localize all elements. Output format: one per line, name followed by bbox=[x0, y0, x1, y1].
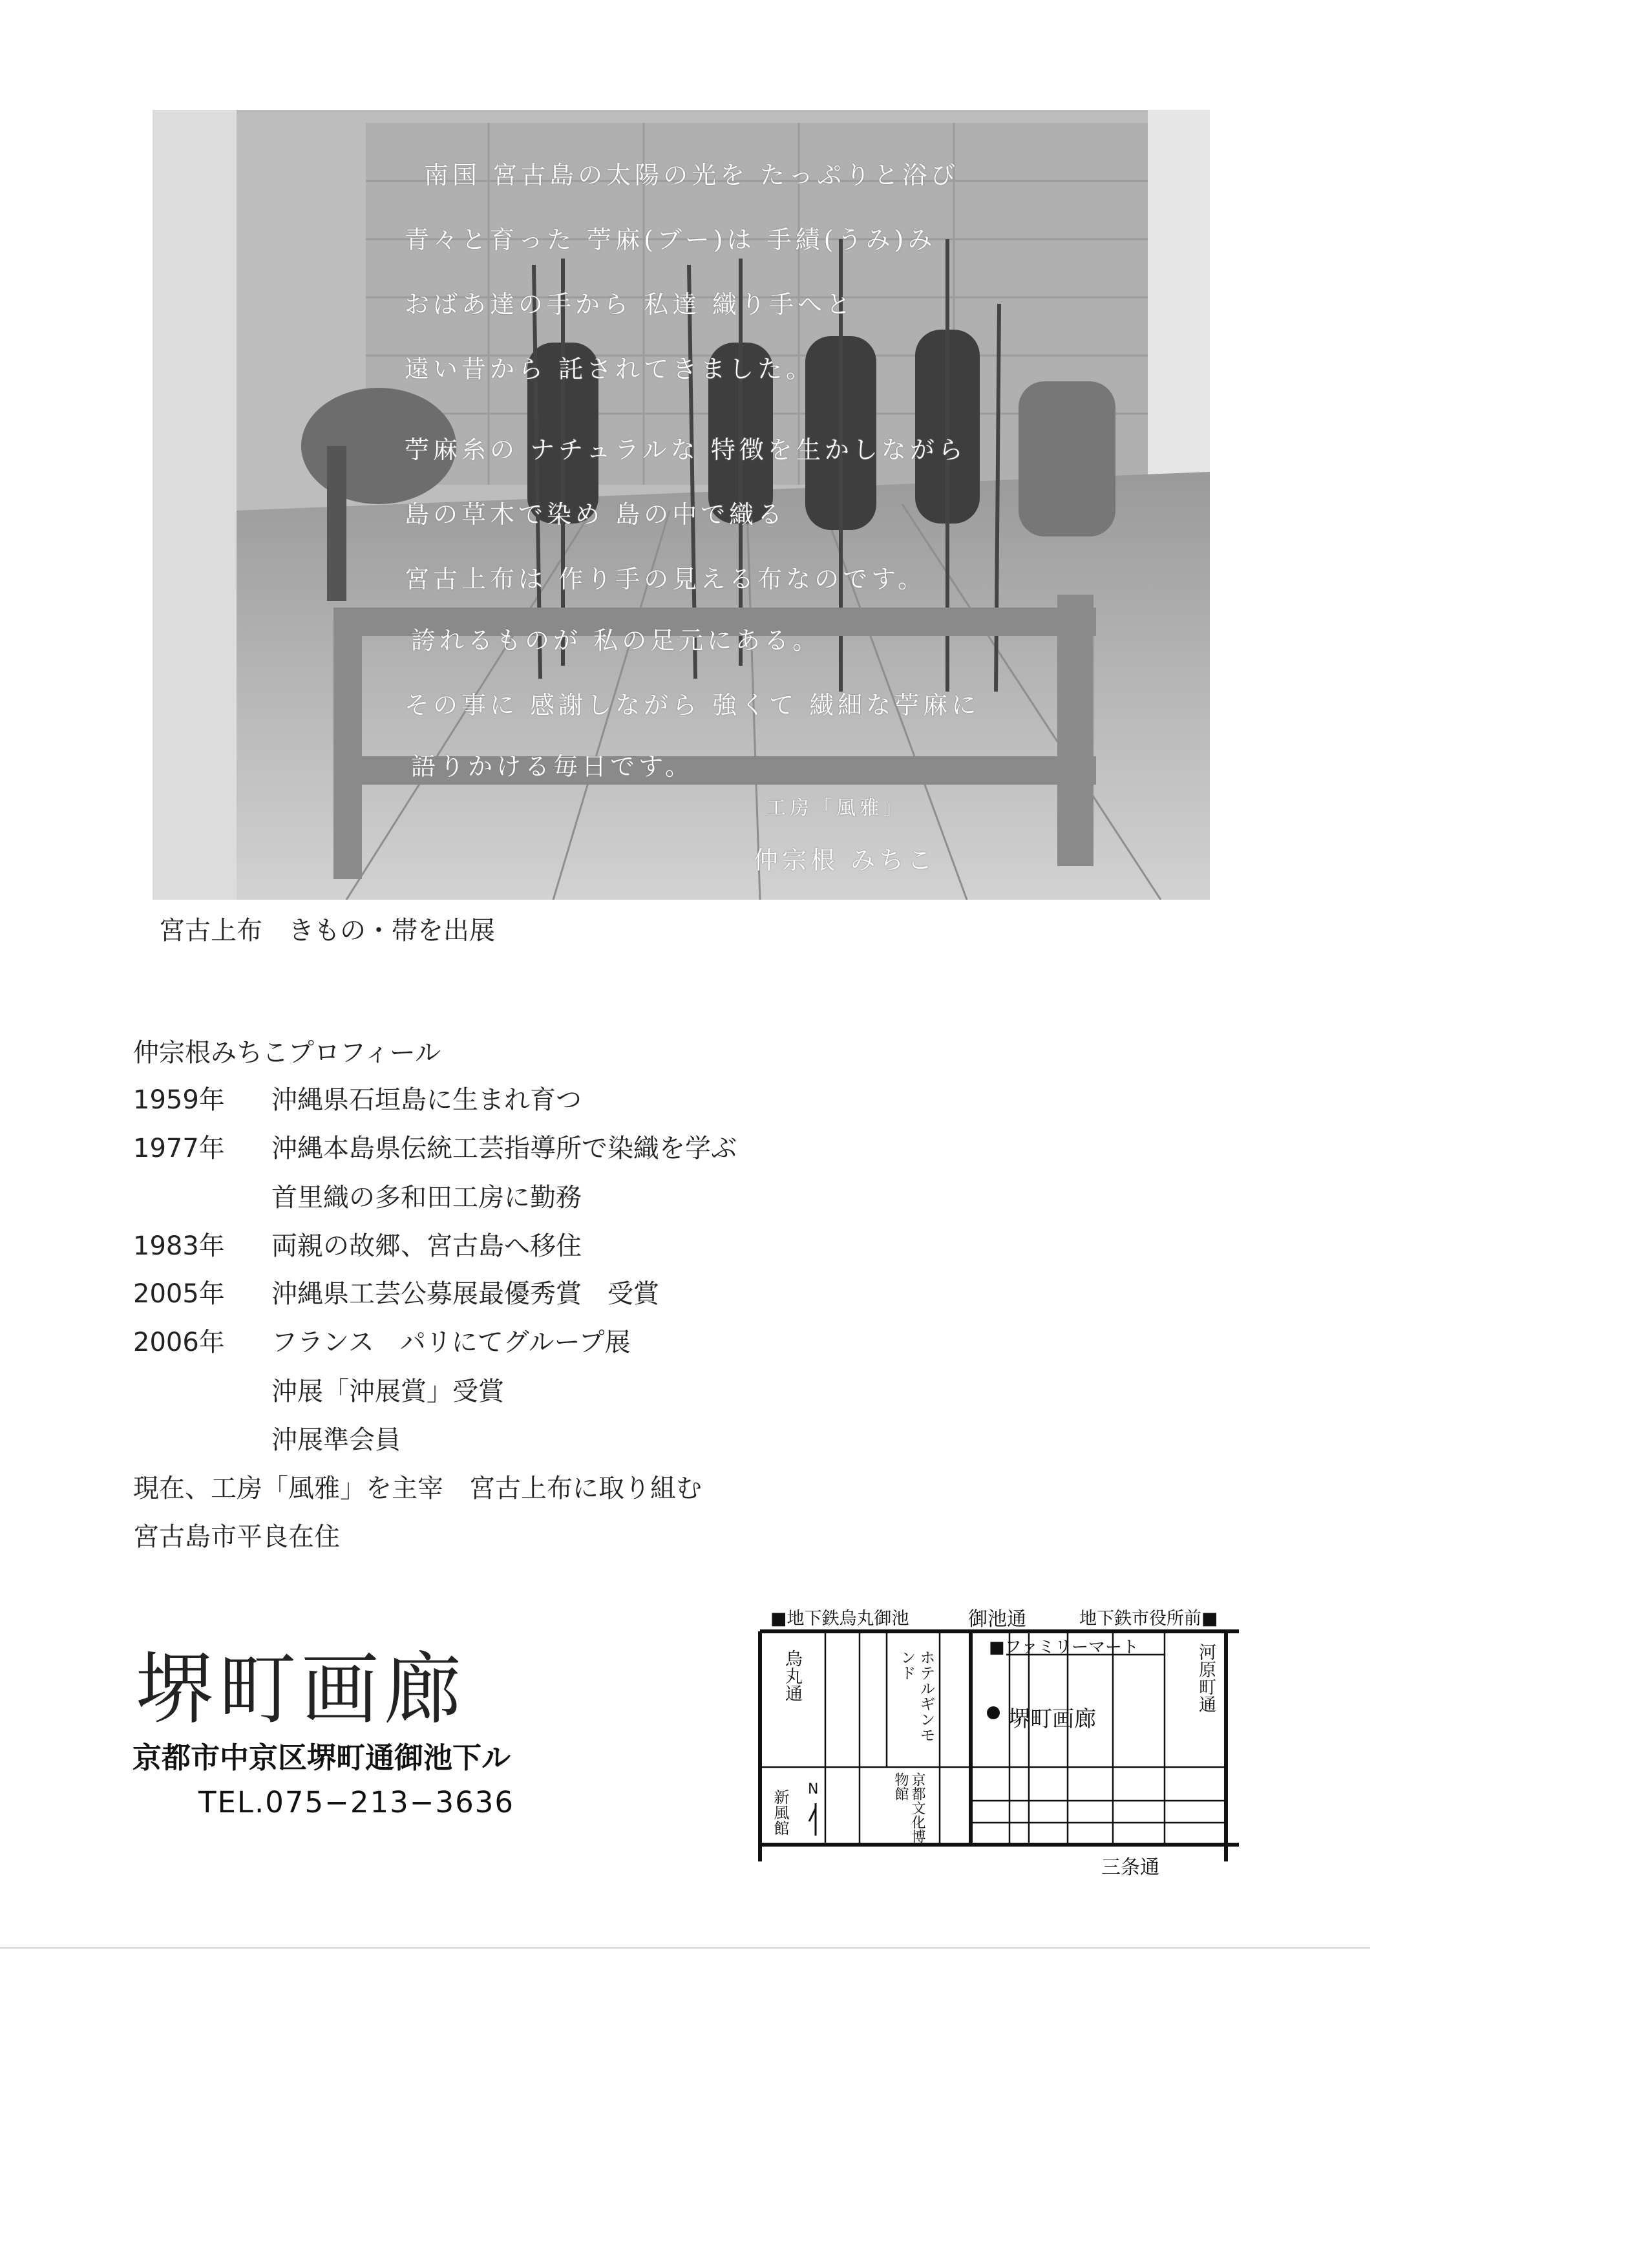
signature-studio: 工房「風雅」 bbox=[766, 797, 906, 820]
profile-year: 2006年 bbox=[133, 1328, 225, 1357]
poem-line: 苧麻糸の ナチュラルな 特徴を生かしながら bbox=[405, 436, 967, 464]
profile-text: 沖縄県石垣島に生まれ育つ bbox=[271, 1085, 582, 1115]
exhibition-photo bbox=[153, 110, 1210, 900]
poem-line: その事に 感謝しながら 強くて 繊細な苧麻に bbox=[405, 691, 980, 719]
page-divider bbox=[0, 1947, 1370, 1949]
profile-year: 1983年 bbox=[133, 1231, 225, 1261]
profile-text: 両親の故郷、宮古島へ移住 bbox=[271, 1231, 582, 1261]
poem-line: 語りかける毎日です。 bbox=[411, 752, 693, 781]
photo-caption: 宮古上布 きもの・帯を出展 bbox=[159, 916, 495, 946]
gallery-logo: 堺町画廊 bbox=[136, 1645, 467, 1735]
profile-current: 現在、工房「風雅」を主宰 宮古上布に取り組む bbox=[133, 1474, 702, 1503]
profile-text: 沖展「沖展賞」受賞 bbox=[271, 1377, 504, 1406]
gallery-tel: TEL.075−213−3636 bbox=[198, 1785, 515, 1819]
profile-text: 沖展準会員 bbox=[271, 1425, 401, 1455]
map-shinpukan: 新風館 bbox=[771, 1789, 789, 1836]
profile-text: 沖縄本島県伝統工芸指導所で染織を学ぶ bbox=[271, 1134, 737, 1163]
gallery-address: 京都市中京区堺町通御池下ル bbox=[132, 1741, 511, 1775]
profile-text: 首里織の多和田工房に勤務 bbox=[271, 1183, 582, 1213]
poem-line: おばあ達の手から 私達 織り手へと bbox=[405, 290, 855, 319]
map-street-right: 河原町通 bbox=[1196, 1643, 1216, 1713]
map-family-mart: ■ファミリーマート bbox=[989, 1638, 1139, 1657]
access-map bbox=[751, 1603, 1242, 1900]
poem-line: 誇れるものが 私の足元にある。 bbox=[411, 626, 821, 655]
map-north-label: N bbox=[808, 1781, 819, 1797]
profile-year: 2005年 bbox=[133, 1279, 225, 1309]
poem-line: 遠い昔から 託されてきました。 bbox=[405, 355, 815, 383]
poem-line: 宮古上布は 作り手の見える布なのです。 bbox=[405, 565, 927, 593]
profile-year: 1977年 bbox=[133, 1134, 225, 1163]
profile-text: フランス パリにてグループ展 bbox=[271, 1328, 631, 1357]
profile-year: 1959年 bbox=[133, 1085, 225, 1115]
poem-line: 南国 宮古島の太陽の光を たっぷりと浴び bbox=[424, 161, 960, 189]
map-street-top: 御池通 bbox=[968, 1608, 1026, 1631]
map-station-right: 地下鉄市役所前■ bbox=[1079, 1609, 1218, 1629]
map-gallery: 堺町画廊 bbox=[1008, 1706, 1096, 1732]
map-street-bottom: 三条通 bbox=[1101, 1856, 1159, 1879]
profile-heading: 仲宗根みちこプロフィール bbox=[133, 1038, 441, 1068]
poem-line: 青々と育った 苧麻(ブー)は 手績(うみ)み bbox=[405, 226, 936, 254]
profile-residence: 宮古島市平良在住 bbox=[133, 1522, 340, 1552]
map-hotel: ホテルギンモンド bbox=[898, 1649, 935, 1743]
map-street-left: 烏丸通 bbox=[782, 1649, 802, 1702]
poem-line: 島の草木で染め 島の中で織る bbox=[405, 500, 787, 529]
profile-text: 沖縄県工芸公募展最優秀賞 受賞 bbox=[271, 1279, 659, 1309]
map-museum: 京都文化博物館 bbox=[893, 1772, 925, 1843]
signature-name: 仲宗根 みちこ bbox=[754, 846, 936, 874]
map-station-left: ■地下鉄烏丸御池 bbox=[770, 1609, 909, 1629]
